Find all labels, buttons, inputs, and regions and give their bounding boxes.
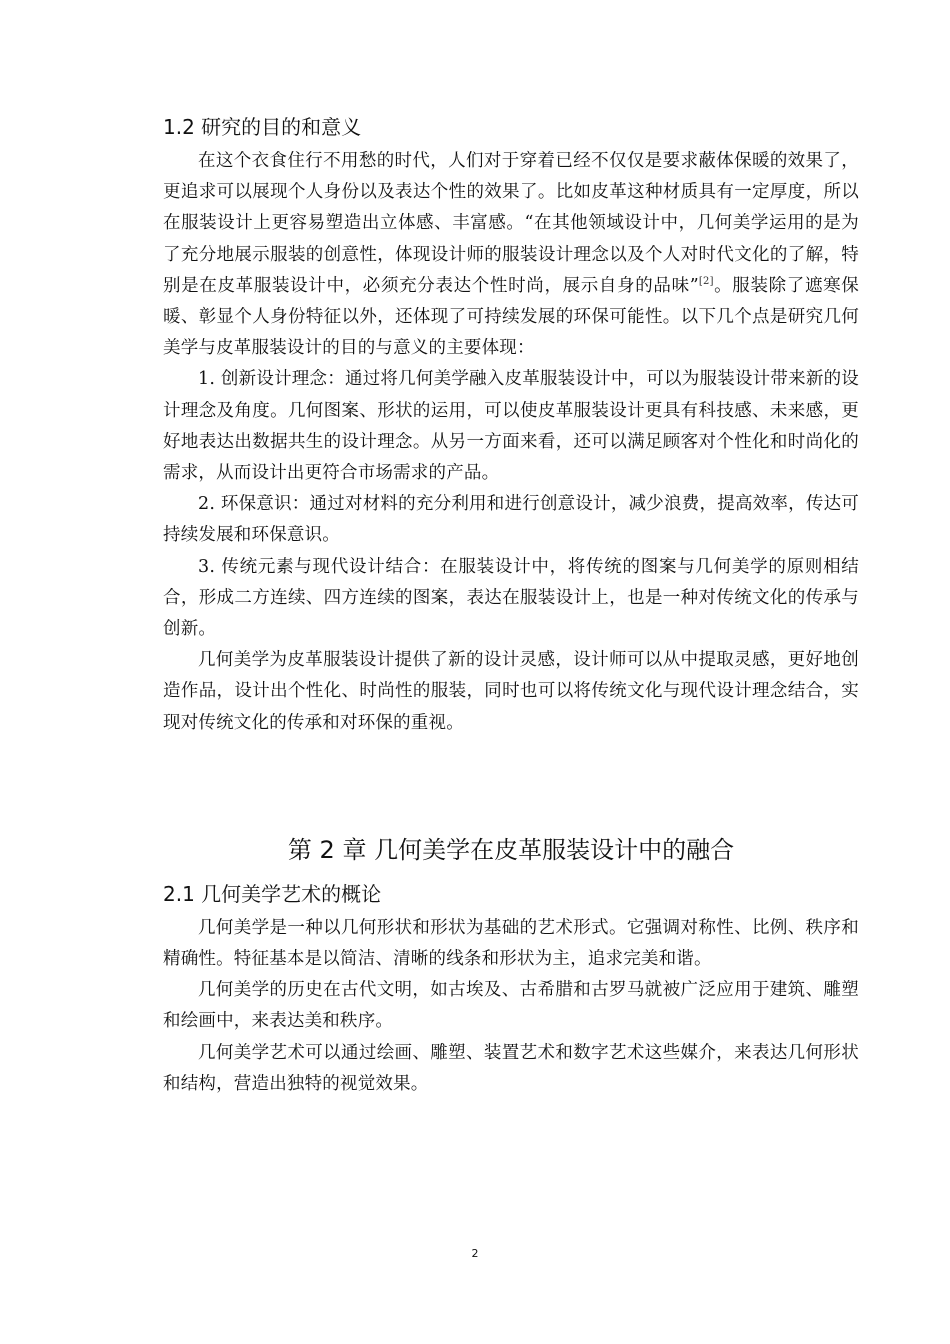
chapter-gap xyxy=(163,867,859,877)
paragraph-media: 几何美学艺术可以通过绘画、雕塑、装置艺术和数字艺术这些媒介，来表达几何形状和结构，营造出独特的视觉效果。 xyxy=(163,1042,859,1094)
paragraph-definition: 几何美学是一种以几何形状和形状为基础的艺术形式。它强调对称性、比例、秩序和精确性。特征基本是以简洁、清晰的线条和形状为主，追求完美和谐。 xyxy=(163,917,859,970)
page-content xyxy=(163,110,859,1100)
chapter-title: 第 2 章 几何美学在皮革服装设计中的融合 xyxy=(287,835,735,864)
paragraph-intro-text-cont: 。服装除了遮寒保暖、彰显个人身份特征以外，还体现了可持续发展的环保可能性。以下几个点是研究几何美学与皮革服装设计的目的与意义的主要体现： xyxy=(163,275,859,359)
list-item-environment: 2. 环保意识：通过对材料的充分利用和进行创意设计，减少浪费，提高效率，传达可持续发展和环保意识。 xyxy=(163,494,859,546)
list-item-tradition: 3. 传统元素与现代设计结合：在服装设计中，将传统的图案与几何美学的原则相结合，形成二方连续、四方连续的图案，表达在服装设计上，也是一种对传统文化的传承与创新。 xyxy=(163,556,859,640)
section-heading-1-2: 1.2 研究的目的和意义 xyxy=(163,115,362,139)
citation-marker: [2] xyxy=(698,275,714,287)
list-item-innovation: 1. 创新设计理念：通过将几何美学融入皮革服装设计中，可以为服装设计带来新的设计理念及角度。几何图案、形状的运用，可以使皮革服装设计更具有科技感、未来感，更好地表达出数据共生的设计理念。从另一方面来看，还可以满足顾客对个性化和时尚化的需求，从而设计出更符合市场需求的产品。 xyxy=(163,369,859,484)
paragraph-summary: 几何美学为皮革服装设计提供了新的设计灵感，设计师可以从中提取灵感，更好地创造作品，设计出个性化、时尚性的服装，同时也可以将传统文化与现代设计理念结合，实现对传统文化的传承和对环保的重视。 xyxy=(163,650,859,733)
section-heading-2-1: 2.1 几何美学艺术的概论 xyxy=(163,881,382,906)
paragraph-history: 几何美学的历史在古代文明，如古埃及、古希腊和古罗马就被广泛应用于建筑、雕塑和绘画中，来表达美和秩序。 xyxy=(163,980,859,1032)
section-gap xyxy=(163,739,859,833)
paragraph-intro-text: 在这个衣食住行不用愁的时代，人们对于穿着已经不仅仅是要求蔽体保暖的效果了，更追求可以展现个人身份以及表达个性的效果了。比如皮革这种材质具有一定厚度，所以在服装设计上更容易塑造出立体感、丰富感。“在其他领域设计中，几何美学运用的是为了充分地展示服装的创意性，体现设计师的服装设计理念以及个人对时代文化的了解，特别是在皮革服装设计中，必须充分表达个性时尚，展示自身的品味” xyxy=(163,151,859,296)
page-number: 2 xyxy=(471,1247,479,1260)
paragraph-intro xyxy=(163,146,859,364)
